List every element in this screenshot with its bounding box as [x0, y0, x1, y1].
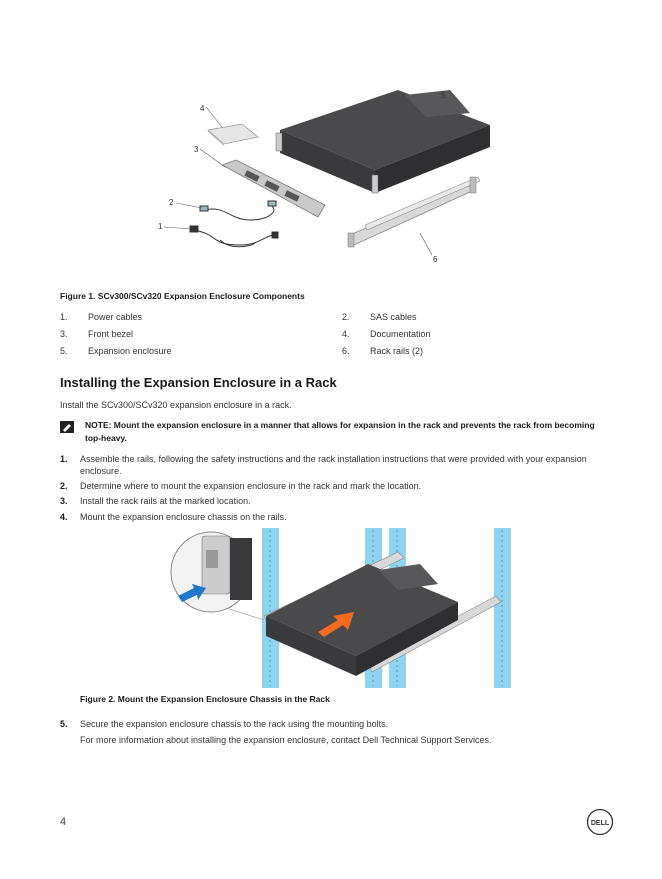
rack-post: [262, 528, 279, 688]
callout-5: 5: [441, 91, 446, 100]
power-cables: [190, 226, 278, 247]
figure-1-caption: Figure 1. SCv300/SCv320 Expansion Enclosure Components: [60, 291, 305, 301]
component-number: 4.: [342, 329, 350, 339]
dell-logo-text: DELL: [590, 820, 610, 827]
figure-2-caption: Figure 2. Mount the Expansion Enclosure Chassis in the Rack: [80, 694, 330, 704]
step-number: 4.: [60, 512, 68, 522]
callout-1: 1: [158, 222, 163, 231]
section-heading: Installing the Expansion Enclosure in a Rack: [60, 375, 337, 390]
component-number: 6.: [342, 346, 350, 356]
component-number: 1.: [60, 312, 68, 322]
rack-post: [494, 528, 511, 688]
step-text: Assemble the rails, following the safety instructions and the rack installation instructions that were provided with your expansion enclosure.: [80, 454, 587, 476]
section-intro: Install the SCv300/SCv320 expansion enclosure in a rack.: [60, 400, 292, 410]
step-text: Determine where to mount the expansion enclosure in the rack and mark the location.: [80, 481, 422, 491]
component-number: 2.: [342, 312, 350, 322]
step-followup-text: For more information about installing the expansion enclosure, contact Dell Technical Support Services.: [80, 735, 492, 745]
step-text: Secure the expansion enclosure chassis to the rack using the mounting bolts.: [80, 719, 389, 729]
component-label: Rack rails (2): [370, 346, 424, 356]
callout-3: 3: [194, 145, 199, 154]
step-text: Install the rack rails at the marked location.: [80, 496, 251, 506]
component-label: SAS cables: [370, 312, 417, 322]
callout-2: 2: [169, 198, 174, 207]
callout-4: 4: [200, 104, 205, 113]
pencil-note-icon: [60, 421, 74, 433]
callout-6: 6: [433, 255, 438, 264]
page-number: 4: [60, 816, 67, 828]
figure-1-illustration: [150, 85, 510, 265]
sas-cables: [200, 201, 276, 220]
component-label: Power cables: [88, 312, 143, 322]
component-label: Expansion enclosure: [88, 346, 172, 356]
expansion-enclosure: [276, 90, 490, 193]
component-label: Front bezel: [88, 329, 134, 339]
component-label: Documentation: [370, 329, 431, 339]
bracket-detail-inset: [171, 532, 264, 620]
figure-2-illustration: [168, 524, 518, 690]
component-number: 3.: [60, 329, 68, 339]
component-number: 5.: [60, 346, 68, 356]
step-text: Mount the expansion enclosure chassis on the rails.: [80, 512, 287, 522]
step-number: 3.: [60, 496, 68, 506]
step-number: 2.: [60, 481, 68, 491]
note-text: NOTE: Mount the expansion enclosure in a manner that allows for expansion in the rack and prevents the rack from becoming top-heavy.: [85, 420, 595, 443]
dell-logo: [586, 808, 614, 836]
step-number: 1.: [60, 454, 68, 464]
step-number: 5.: [60, 719, 68, 729]
expansion-enclosure-chassis: [266, 564, 458, 676]
documentation-booklet: [208, 124, 258, 144]
